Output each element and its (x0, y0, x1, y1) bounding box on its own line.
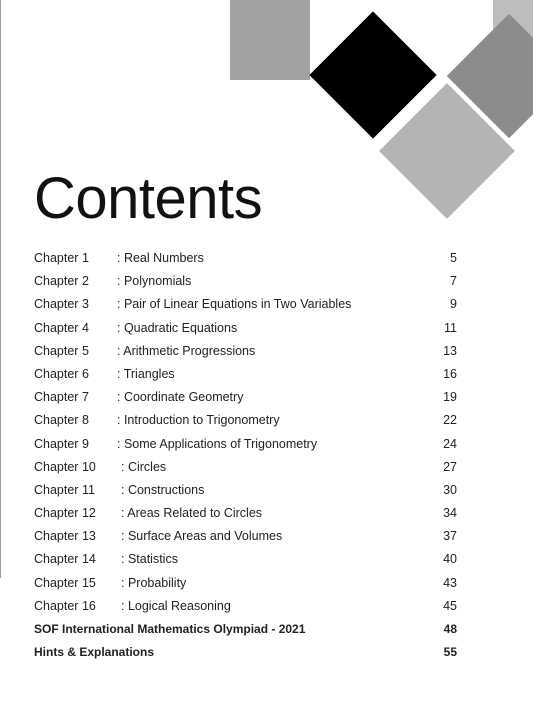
chapter-label: Chapter 5 (34, 343, 89, 358)
page-number: 45 (443, 598, 457, 613)
chapter-title: : Arithmetic Progressions (117, 343, 256, 358)
page-number: 30 (443, 482, 457, 497)
chapter-title: : Quadratic Equations (117, 320, 238, 335)
page-number: 34 (443, 506, 457, 521)
chapter-title: : Statistics (121, 552, 178, 567)
page-title: Contents (34, 166, 263, 231)
chapter-label: Chapter 16 (34, 598, 96, 613)
page-number: 27 (443, 459, 457, 474)
page-number: 22 (443, 413, 457, 428)
chapter-title: : Logical Reasoning (121, 598, 231, 613)
toc-row[interactable] (34, 386, 457, 409)
toc-row[interactable] (34, 340, 457, 363)
chapter-label: Chapter 3 (34, 297, 89, 312)
chapter-label: Chapter 6 (34, 366, 89, 381)
toc-row[interactable] (34, 502, 457, 525)
chapter-title: : Polynomials (117, 274, 192, 289)
toc-row[interactable] (34, 363, 457, 386)
page-number: 48 (443, 622, 457, 636)
toc-row[interactable] (34, 456, 457, 479)
toc-row-olympiad[interactable] (34, 618, 457, 641)
chapter-title: : Circles (121, 459, 167, 474)
toc-row[interactable] (34, 548, 457, 571)
chapter-label: Chapter 11 (34, 482, 95, 497)
page-number: 11 (444, 320, 457, 335)
chapter-title: : Areas Related to Circles (121, 506, 263, 521)
toc-row[interactable] (34, 409, 457, 432)
chapter-title: : Introduction to Trigonometry (117, 413, 280, 428)
page-number: 9 (450, 297, 457, 312)
chapter-label: Chapter 9 (34, 436, 89, 451)
chapter-title: : Real Numbers (117, 251, 204, 265)
extra-title: SOF International Mathematics Olympiad - 2021 (34, 622, 306, 636)
page-number: 13 (443, 343, 457, 358)
chapter-title: : Constructions (121, 482, 205, 497)
page-number: 5 (450, 251, 457, 265)
toc-row-hints[interactable] (34, 641, 457, 664)
toc-row[interactable] (34, 572, 457, 595)
chapter-label: Chapter 15 (34, 575, 96, 590)
chapter-title: : Probability (121, 575, 187, 590)
chapter-title: : Triangles (117, 366, 175, 381)
chapter-title: : Surface Areas and Volumes (121, 529, 283, 544)
extra-title: Hints & Explanations (34, 645, 155, 660)
chapter-label: Chapter 7 (34, 390, 89, 405)
page-number: 16 (443, 366, 457, 381)
toc-row[interactable] (34, 479, 457, 502)
chapter-label: Chapter 8 (34, 413, 89, 428)
chapter-label: Chapter 1 (34, 251, 89, 265)
toc-row[interactable] (34, 270, 457, 293)
page-number: 55 (443, 645, 457, 660)
chapter-title: : Some Applications of Trigonometry (117, 436, 318, 451)
table-of-contents (34, 247, 457, 664)
toc-row[interactable] (34, 595, 457, 618)
toc-row[interactable] (34, 247, 457, 270)
chapter-label: Chapter 10 (34, 459, 96, 474)
chapter-label: Chapter 14 (34, 552, 96, 567)
chapter-label: Chapter 13 (34, 529, 96, 544)
chapter-title: : Pair of Linear Equations in Two Variables (117, 297, 352, 312)
decor-square-gray-top (230, 0, 310, 80)
page-number: 19 (443, 390, 457, 405)
toc-row[interactable] (34, 317, 457, 340)
page-number: 43 (443, 575, 457, 590)
page-number: 40 (443, 552, 457, 567)
page-number: 7 (450, 274, 457, 289)
toc-row[interactable] (34, 293, 457, 316)
page-number: 37 (443, 529, 457, 544)
toc-row[interactable] (34, 433, 457, 456)
toc-row[interactable] (34, 525, 457, 548)
chapter-label: Chapter 2 (34, 274, 89, 289)
chapter-title: : Coordinate Geometry (117, 390, 244, 405)
chapter-label: Chapter 12 (34, 506, 96, 521)
page-number: 24 (443, 436, 457, 451)
chapter-label: Chapter 4 (34, 320, 89, 335)
